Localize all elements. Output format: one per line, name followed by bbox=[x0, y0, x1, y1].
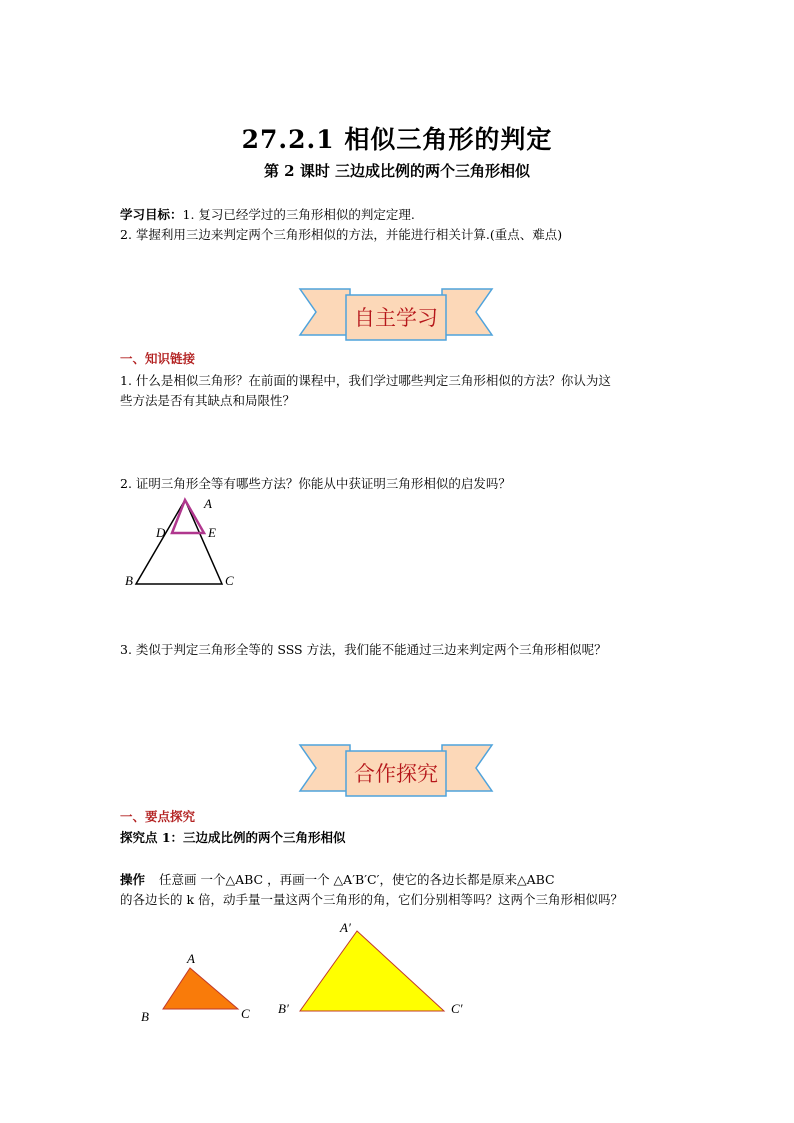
figure-label: E bbox=[208, 525, 216, 540]
page-subtitle: 第 2 课时 三边成比例的两个三角形相似 bbox=[263, 162, 531, 180]
operation-label: 操作 bbox=[120, 872, 146, 887]
figure-label: A bbox=[187, 951, 195, 966]
question-2: 2. 证明三角形全等有哪些方法？你能从中获证明三角形相似的启发吗？ bbox=[120, 476, 511, 491]
figure-label: B bbox=[125, 573, 133, 588]
question-1-line-1: 1. 什么是相似三角形？在前面的课程中，我们学过哪些判定三角形相似的方法？你认为这 bbox=[120, 373, 611, 388]
operation-text-1: 任意画 一个△ABC ，再画一个 △A′B′C′，使它的各边长都是原来△ABC bbox=[159, 872, 555, 887]
question-3: 3. 类似于判定三角形全等的 SSS 方法，我们能不能通过三边来判定两个三角形相似呢？ bbox=[120, 642, 607, 657]
section-heading-key-points: 一、要点探究 bbox=[120, 809, 196, 824]
figure-label: D bbox=[156, 525, 166, 540]
figure-label: B bbox=[141, 1009, 149, 1024]
inquiry-point-1: 探究点 1：三边成比例的两个三角形相似 bbox=[120, 830, 346, 845]
small-triangle bbox=[163, 968, 238, 1009]
objectives-line-1 bbox=[120, 205, 415, 223]
banner-self-study-label: 自主学习 bbox=[354, 306, 438, 330]
figure-label: C bbox=[225, 573, 234, 588]
figure-label: C′ bbox=[451, 1001, 463, 1016]
figure-label: A′ bbox=[340, 920, 351, 935]
operation-line-2: 的各边长的 k 倍，动手量一量这两个三角形的角，它们分别相等吗？这两个三角形相似吗？ bbox=[120, 892, 624, 907]
figure-label: C bbox=[241, 1006, 250, 1021]
banner-self-study bbox=[298, 285, 494, 343]
objective-item-2: 2. 掌握利用三边来判定两个三角形相似的方法，并能进行相关计算.(重点、难点) bbox=[120, 227, 563, 242]
operation-line-1 bbox=[120, 870, 555, 888]
figure-triangle-abc-de bbox=[118, 492, 248, 592]
banner-cooperative-inquiry-label: 合作探究 bbox=[354, 762, 438, 786]
section-heading-knowledge: 一、知识链接 bbox=[120, 351, 196, 366]
figure-similar-triangles bbox=[130, 918, 470, 1028]
figure-label: B′ bbox=[278, 1001, 289, 1016]
banner-cooperative-inquiry bbox=[298, 741, 494, 799]
objective-item-1: 1. 复习已经学过的三角形相似的判定定理. bbox=[182, 207, 415, 222]
large-triangle bbox=[300, 931, 444, 1011]
question-1-line-2: 些方法是否有其缺点和局限性？ bbox=[120, 393, 296, 408]
page-title: 27.2.1 相似三角形的判定 bbox=[241, 125, 553, 154]
objectives-label: 学习目标： bbox=[120, 207, 183, 222]
figure-label: A bbox=[204, 496, 212, 511]
